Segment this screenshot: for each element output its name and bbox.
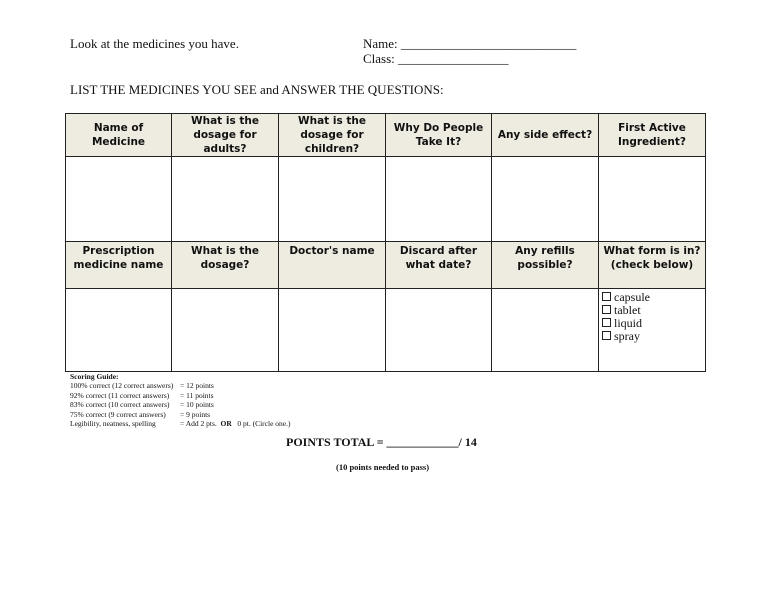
answer-cell[interactable] <box>279 157 386 242</box>
scoring-points: = 12 points <box>180 381 214 391</box>
scoring-criterion: Legibility, neatness, spelling <box>70 419 156 429</box>
answer-cell[interactable] <box>492 157 599 242</box>
header-cell: Why Do People Take It? <box>386 114 492 157</box>
scoring-row-legibility <box>70 419 300 428</box>
form-option-label: liquid <box>614 316 643 330</box>
form-option-label: spray <box>614 329 640 343</box>
answer-cell[interactable] <box>386 157 492 242</box>
scoring-criterion: 83% correct (10 correct answers) <box>70 400 170 410</box>
scoring-title: Scoring Guide: <box>70 372 119 381</box>
class-field-line: Class: _________________ <box>363 51 509 66</box>
points-total: POINTS TOTAL = ____________/ 14 <box>286 435 477 449</box>
answer-cell[interactable] <box>279 289 386 372</box>
header-cell: Any side effect? <box>492 114 599 157</box>
scoring-points: = 9 points <box>180 409 211 419</box>
answer-cell[interactable] <box>172 289 279 372</box>
form-option[interactable] <box>602 330 702 343</box>
legibility-add[interactable]: = Add 2 pts. <box>180 419 217 429</box>
form-option-label: capsule <box>614 290 650 304</box>
answer-row <box>66 157 706 242</box>
legibility-or: OR <box>220 419 232 429</box>
checkbox-icon[interactable] <box>602 292 611 301</box>
intro-text: Look at the medicines you have. <box>70 36 239 51</box>
header-cell: What is the dosage for children? <box>279 114 386 157</box>
header-cell: Name of Medicine <box>66 114 172 157</box>
scoring-row <box>70 410 300 419</box>
checkbox-icon[interactable] <box>602 305 611 314</box>
form-checklist <box>599 289 706 372</box>
scoring-guide <box>70 372 300 428</box>
answer-cell[interactable] <box>66 289 172 372</box>
checkbox-icon[interactable] <box>602 318 611 327</box>
header-cell: What is the dosage for adults? <box>172 114 279 157</box>
scoring-points: = 11 points <box>180 390 214 400</box>
legibility-zero[interactable]: 0 pt. (Circle one.) <box>237 419 291 429</box>
scoring-row <box>70 381 300 390</box>
checkbox-icon[interactable] <box>602 331 611 340</box>
pass-note: (10 points needed to pass) <box>336 462 430 472</box>
header-cell: Any refills possible? <box>492 242 599 289</box>
scoring-row <box>70 391 300 400</box>
scoring-criterion: 92% correct (11 correct answers) <box>70 390 170 400</box>
answer-cell[interactable] <box>172 157 279 242</box>
header-cell: First Active Ingredient? <box>599 114 706 157</box>
scoring-criterion: 75% correct (9 correct answers) <box>70 409 166 419</box>
scoring-points: = 10 points <box>180 400 214 410</box>
header-cell: What is the dosage? <box>172 242 279 289</box>
scoring-row <box>70 400 300 409</box>
answer-row <box>66 289 706 372</box>
answer-cell[interactable] <box>599 157 706 242</box>
scoring-criterion: 100% correct (12 correct answers) <box>70 381 174 391</box>
name-field-line: Name: ___________________________ <box>363 36 577 51</box>
answer-cell[interactable] <box>66 157 172 242</box>
answer-cell[interactable] <box>492 289 599 372</box>
form-option-label: tablet <box>614 303 641 317</box>
header-cell: What form is in? (check below) <box>599 242 706 289</box>
answer-cell[interactable] <box>386 289 492 372</box>
header-cell: Discard after what date? <box>386 242 492 289</box>
medicine-table <box>65 113 706 372</box>
scoring-points <box>180 419 300 428</box>
header-cell: Prescription medicine name <box>66 242 172 289</box>
table-header-row <box>66 114 706 157</box>
instructions-heading: LIST THE MEDICINES YOU SEE and ANSWER THE QUESTIONS: <box>70 82 444 97</box>
table-header-row-2 <box>66 242 706 289</box>
header-cell: Doctor's name <box>279 242 386 289</box>
